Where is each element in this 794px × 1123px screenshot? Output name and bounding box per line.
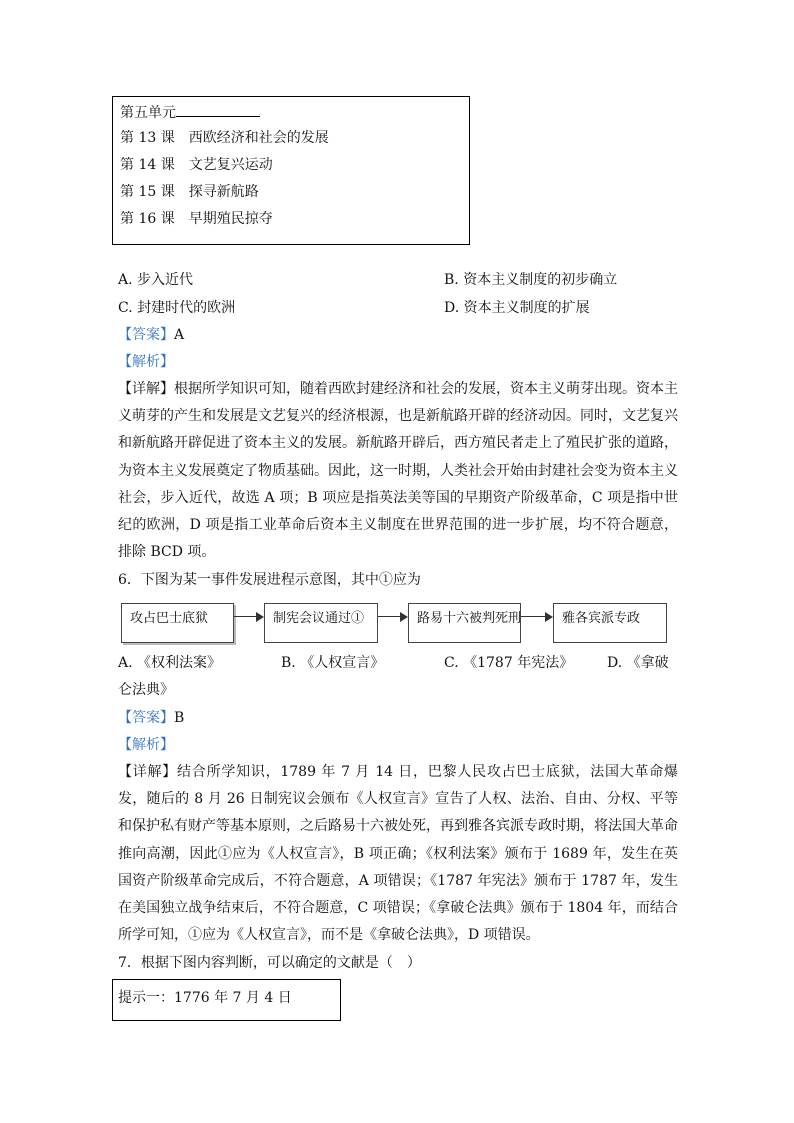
q6-option-d: D. 《拿破: [607, 655, 669, 671]
q5-option-c: C. 封建时代的欧洲: [118, 300, 236, 316]
answer-label: 【答案】: [118, 327, 174, 343]
q6-stem: 6．下图为某一事件发展进程示意图，其中①应为: [118, 572, 421, 588]
q5-option-b: B. 资本主义制度的初步确立: [444, 272, 618, 288]
q6-option-d-cont: 仑法典》: [118, 682, 174, 698]
detail-text: 结合所学知识，1789 年 7 月 14 日，巴黎人民攻占巴士底狱，法国大革命爆发，随后的 8 月 26 日制宪议会颁布《人权宣言》宣告了人权、法治、自由、分权、平等和保护私有财产等基本原则，之后路易十六被处死，再到雅各宾派专政时期，将法国大革命推向高潮，因此①应为《人权宣言》，B 项正确；《权利法案》颁布于 1689 年，发生在英国资产阶级革命完成后，不符合题意，A 项错误；《1787 年宪法》颁布于 1787 年，发生在美国独立战争结束后，不符合题意，C 项错误；《拿破仑法典》颁布于 1804 年，而结合所学可知，①应为《人权宣言》，而不是《拿破仑法典》，D 项错误。: [118, 764, 678, 944]
lesson-13: 第 13 课 西欧经济和社会的发展: [120, 130, 329, 146]
q5-detail: [118, 376, 678, 566]
answer-value: A: [174, 327, 185, 343]
q5-analysis-label: 【解析】: [118, 354, 174, 370]
q6-detail: [118, 759, 678, 949]
q5-option-a: A. 步入近代: [118, 272, 194, 288]
q5-option-d: D. 资本主义制度的扩展: [444, 300, 590, 316]
detail-text: 根据所学知识可知，随着西欧封建经济和社会的发展，资本主义萌芽出现。资本主义萌芽的产生和发展是文艺复兴的经济根源，也是新航路开辟的经济动因。同时，文艺复兴和新航路开辟促进了资本主义的发展。新航路开辟后，西方殖民者走上了殖民扩张的道路，为资本主义发展奠定了物质基础。因此，这一时期，人类社会开始由封建社会变为资本主义社会，步入近代，故选 A 项；B 项应是指英法美等国的早期资产阶级革命，C 项是指中世纪的欧洲，D 项是指工业革命后资本主义制度在世界范围的进一步扩展，均不符合题意，排除 BCD 项。: [118, 381, 678, 561]
answer-label: 【答案】: [118, 710, 174, 726]
flow-step-3: 路易十六被判死刑: [408, 603, 521, 643]
unit-blank: [176, 101, 260, 117]
flow-arrow-3: [521, 612, 553, 622]
q7-hint: 提示一：1776 年 7 月 4 日: [118, 990, 292, 1006]
detail-label: 【详解】: [118, 381, 174, 397]
lesson-15: 第 15 课 探寻新航路: [120, 184, 259, 200]
q6-answer: [118, 708, 184, 728]
detail-label: 【详解】: [118, 764, 178, 780]
q5-answer: [118, 325, 184, 345]
flow-arrow-2: [378, 612, 408, 622]
q6-option-b: B. 《人权宣言》: [281, 655, 385, 671]
flow-step-4: 雅各宾派专政: [553, 603, 667, 643]
flow-step-2: 制宪会议通过①: [264, 603, 378, 643]
answer-value: B: [174, 710, 185, 726]
lesson-14: 第 14 课 文艺复兴运动: [120, 157, 273, 173]
unit-title: 第五单元: [120, 101, 260, 123]
lesson-16: 第 16 课 早期殖民掠夺: [120, 211, 273, 227]
flow-step-1: 攻占巴士底狱: [121, 603, 234, 643]
q6-option-a: A. 《权利法案》: [118, 655, 222, 671]
q7-stem: 7．根据下图内容判断，可以确定的文献是（ ）: [118, 955, 421, 971]
q6-analysis-label: 【解析】: [118, 737, 174, 753]
q6-option-c: C. 《1787 年宪法》: [444, 655, 574, 671]
flow-arrow-1: [234, 612, 264, 622]
